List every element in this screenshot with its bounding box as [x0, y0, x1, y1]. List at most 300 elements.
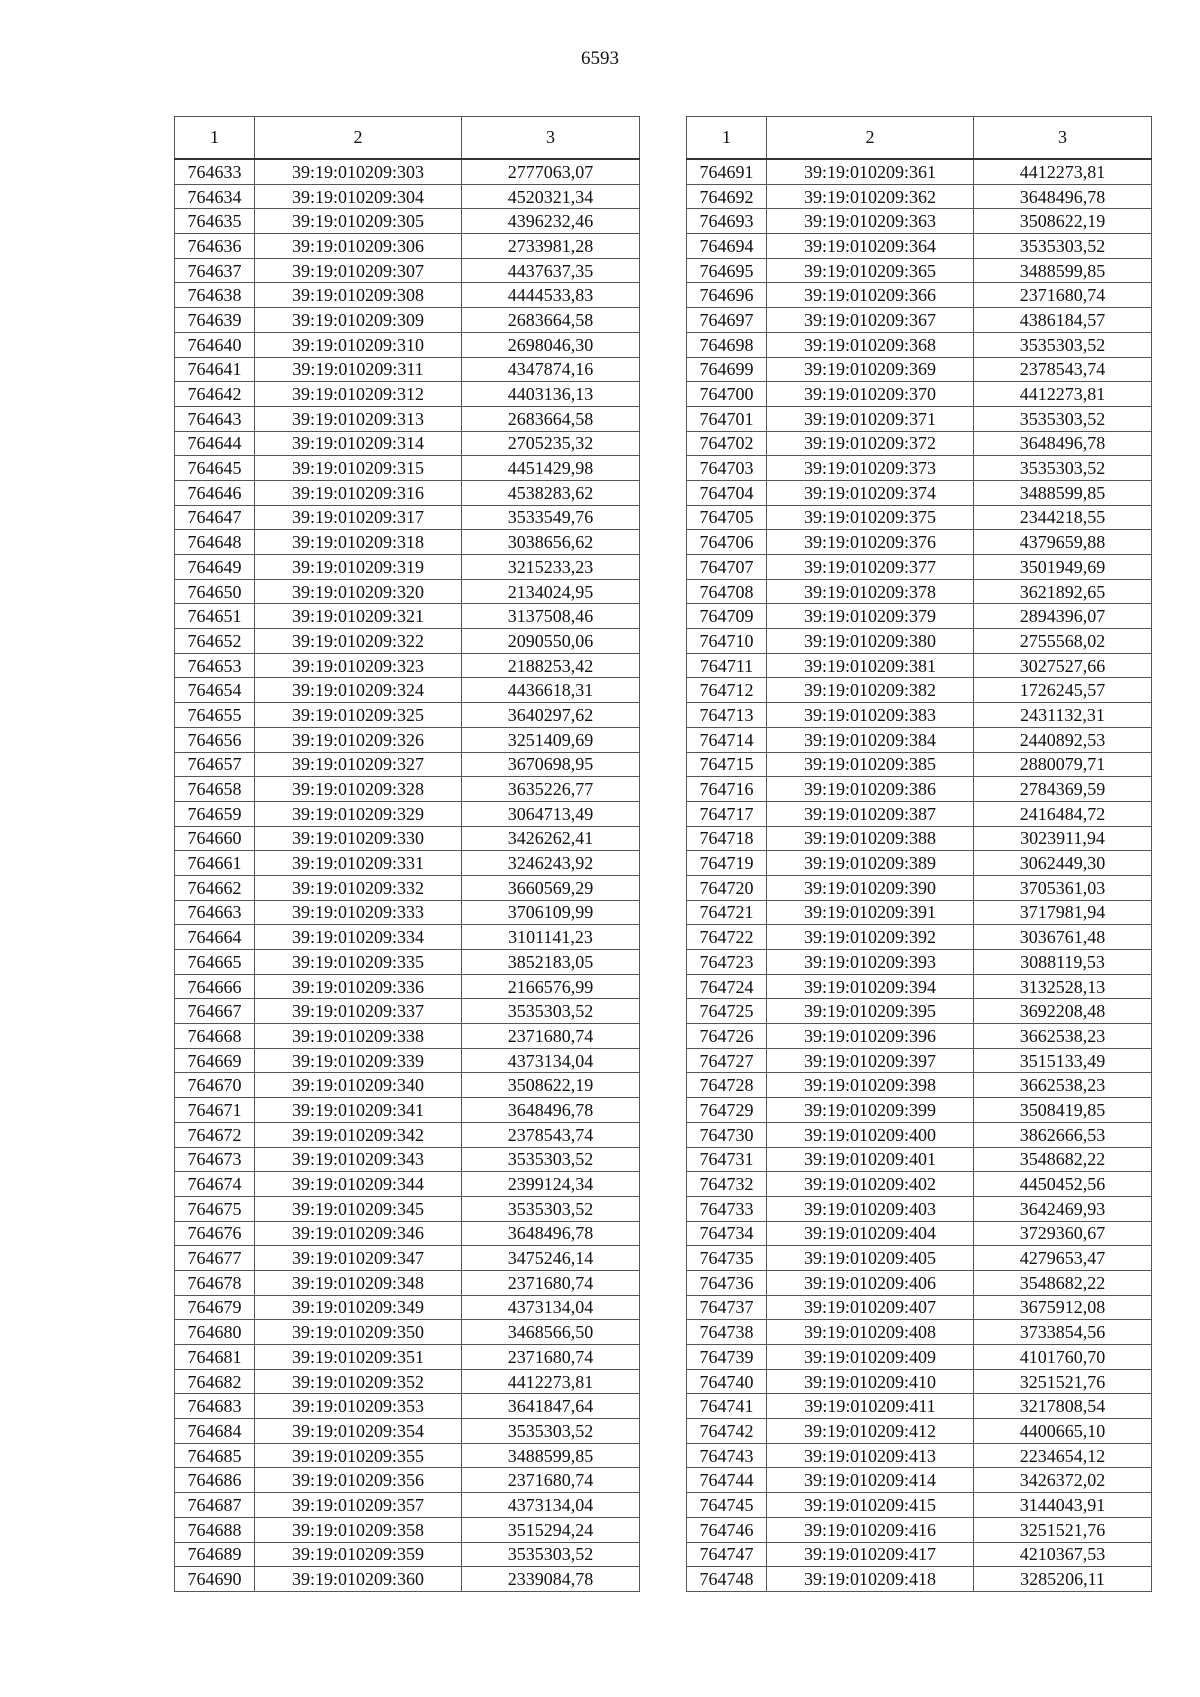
table-row: [687, 209, 1152, 234]
row-number-cell: 764722: [687, 925, 767, 950]
value-cell: 3023911,94: [974, 826, 1152, 851]
table-row: [687, 530, 1152, 555]
table-row: [687, 505, 1152, 530]
column-header-3: 3: [462, 117, 640, 160]
cadastral-number-cell: 39:19:010209:315: [255, 456, 462, 481]
table-row: [687, 826, 1152, 851]
cadastral-number-cell: 39:19:010209:397: [767, 1048, 974, 1073]
cadastral-number-cell: 39:19:010209:334: [255, 925, 462, 950]
table-row: [687, 1443, 1152, 1468]
row-number-cell: 764735: [687, 1246, 767, 1271]
row-number-cell: 764712: [687, 678, 767, 703]
cadastral-number-cell: 39:19:010209:382: [767, 678, 974, 703]
value-cell: 3515133,49: [974, 1048, 1152, 1073]
row-number-cell: 764720: [687, 875, 767, 900]
row-number-cell: 764656: [175, 727, 255, 752]
cadastral-number-cell: 39:19:010209:309: [255, 308, 462, 333]
table-row: [175, 1567, 640, 1592]
table-row: [175, 1172, 640, 1197]
table-row: [175, 1270, 640, 1295]
table-row: [687, 1246, 1152, 1271]
table-row: [687, 974, 1152, 999]
value-cell: 3648496,78: [462, 1221, 640, 1246]
value-cell: 2733981,28: [462, 234, 640, 259]
row-number-cell: 764685: [175, 1443, 255, 1468]
cadastral-number-cell: 39:19:010209:347: [255, 1246, 462, 1271]
table-body: [175, 159, 640, 1591]
table-row: [175, 851, 640, 876]
table-row: [175, 1517, 640, 1542]
row-number-cell: 764667: [175, 999, 255, 1024]
cadastral-number-cell: 39:19:010209:337: [255, 999, 462, 1024]
value-cell: 3641847,64: [462, 1394, 640, 1419]
value-cell: 4210367,53: [974, 1542, 1152, 1567]
cadastral-number-cell: 39:19:010209:360: [255, 1567, 462, 1592]
row-number-cell: 764690: [175, 1567, 255, 1592]
row-number-cell: 764745: [687, 1493, 767, 1518]
value-cell: 3246243,92: [462, 851, 640, 876]
row-number-cell: 764675: [175, 1196, 255, 1221]
cadastral-number-cell: 39:19:010209:415: [767, 1493, 974, 1518]
table-row: [175, 1246, 640, 1271]
table-row: [687, 1098, 1152, 1123]
row-number-cell: 764741: [687, 1394, 767, 1419]
row-number-cell: 764644: [175, 431, 255, 456]
table-row: [175, 382, 640, 407]
value-cell: 3706109,99: [462, 900, 640, 925]
row-number-cell: 764744: [687, 1468, 767, 1493]
cadastral-number-cell: 39:19:010209:305: [255, 209, 462, 234]
value-cell: 3101141,23: [462, 925, 640, 950]
cadastral-number-cell: 39:19:010209:349: [255, 1295, 462, 1320]
value-cell: 3064713,49: [462, 801, 640, 826]
table-row: [175, 555, 640, 580]
row-number-cell: 764742: [687, 1419, 767, 1444]
cadastral-number-cell: 39:19:010209:359: [255, 1542, 462, 1567]
column-header-1: 1: [175, 117, 255, 160]
table-row: [687, 555, 1152, 580]
row-number-cell: 764642: [175, 382, 255, 407]
row-number-cell: 764740: [687, 1369, 767, 1394]
value-cell: 3660569,29: [462, 875, 640, 900]
value-cell: 3508622,19: [462, 1073, 640, 1098]
column-header-2: 2: [767, 117, 974, 160]
row-number-cell: 764707: [687, 555, 767, 580]
value-cell: 3670698,95: [462, 752, 640, 777]
table-row: [175, 505, 640, 530]
row-number-cell: 764686: [175, 1468, 255, 1493]
value-cell: 3675912,08: [974, 1295, 1152, 1320]
header-row: [175, 117, 640, 160]
table-row: [687, 1147, 1152, 1172]
value-cell: 2166576,99: [462, 974, 640, 999]
row-number-cell: 764716: [687, 777, 767, 802]
cadastral-number-cell: 39:19:010209:389: [767, 851, 974, 876]
value-cell: 4538283,62: [462, 480, 640, 505]
cadastral-number-cell: 39:19:010209:303: [255, 159, 462, 184]
table-row: [687, 1172, 1152, 1197]
row-number-cell: 764676: [175, 1221, 255, 1246]
row-number-cell: 764726: [687, 1024, 767, 1049]
value-cell: 3426262,41: [462, 826, 640, 851]
table-row: [687, 1542, 1152, 1567]
value-cell: 3548682,22: [974, 1147, 1152, 1172]
cadastral-number-cell: 39:19:010209:325: [255, 703, 462, 728]
row-number-cell: 764669: [175, 1048, 255, 1073]
value-cell: 3132528,13: [974, 974, 1152, 999]
value-cell: 3535303,52: [974, 234, 1152, 259]
table-row: [687, 308, 1152, 333]
table-row: [687, 875, 1152, 900]
table-row: [175, 1147, 640, 1172]
value-cell: 2755568,02: [974, 629, 1152, 654]
value-cell: 3662538,23: [974, 1024, 1152, 1049]
cadastral-number-cell: 39:19:010209:339: [255, 1048, 462, 1073]
table-row: [687, 579, 1152, 604]
table-row: [175, 1468, 640, 1493]
value-cell: 2705235,32: [462, 431, 640, 456]
table-row: [175, 900, 640, 925]
row-number-cell: 764670: [175, 1073, 255, 1098]
value-cell: 3475246,14: [462, 1246, 640, 1271]
value-cell: 3535303,52: [974, 456, 1152, 481]
table-row: [687, 801, 1152, 826]
cadastral-number-cell: 39:19:010209:417: [767, 1542, 974, 1567]
table-row: [687, 777, 1152, 802]
row-number-cell: 764711: [687, 653, 767, 678]
row-number-cell: 764650: [175, 579, 255, 604]
value-cell: 3251521,76: [974, 1517, 1152, 1542]
cadastral-number-cell: 39:19:010209:326: [255, 727, 462, 752]
row-number-cell: 764727: [687, 1048, 767, 1073]
table-row: [687, 1345, 1152, 1370]
table-body: [687, 159, 1152, 1591]
cadastral-number-cell: 39:19:010209:340: [255, 1073, 462, 1098]
row-number-cell: 764674: [175, 1172, 255, 1197]
row-number-cell: 764646: [175, 480, 255, 505]
table-row: [175, 283, 640, 308]
row-number-cell: 764660: [175, 826, 255, 851]
row-number-cell: 764681: [175, 1345, 255, 1370]
cadastral-number-cell: 39:19:010209:367: [767, 308, 974, 333]
row-number-cell: 764702: [687, 431, 767, 456]
row-number-cell: 764721: [687, 900, 767, 925]
table-row: [687, 1048, 1152, 1073]
value-cell: 3729360,67: [974, 1221, 1152, 1246]
row-number-cell: 764638: [175, 283, 255, 308]
value-cell: 3717981,94: [974, 900, 1152, 925]
cadastral-number-cell: 39:19:010209:370: [767, 382, 974, 407]
table-row: [175, 777, 640, 802]
row-number-cell: 764684: [175, 1419, 255, 1444]
cadastral-number-cell: 39:19:010209:387: [767, 801, 974, 826]
table-row: [687, 752, 1152, 777]
table-row: [687, 851, 1152, 876]
table-row: [687, 1024, 1152, 1049]
cadastral-number-cell: 39:19:010209:331: [255, 851, 462, 876]
value-cell: 2880079,71: [974, 752, 1152, 777]
table-row: [175, 925, 640, 950]
row-number-cell: 764733: [687, 1196, 767, 1221]
cadastral-number-cell: 39:19:010209:401: [767, 1147, 974, 1172]
cadastral-number-cell: 39:19:010209:318: [255, 530, 462, 555]
cadastral-number-cell: 39:19:010209:306: [255, 234, 462, 259]
cadastral-number-cell: 39:19:010209:342: [255, 1122, 462, 1147]
cadastral-number-cell: 39:19:010209:353: [255, 1394, 462, 1419]
row-number-cell: 764724: [687, 974, 767, 999]
column-header-3: 3: [974, 117, 1152, 160]
cadastral-number-cell: 39:19:010209:328: [255, 777, 462, 802]
cadastral-number-cell: 39:19:010209:324: [255, 678, 462, 703]
cadastral-number-cell: 39:19:010209:390: [767, 875, 974, 900]
row-number-cell: 764668: [175, 1024, 255, 1049]
cadastral-number-cell: 39:19:010209:388: [767, 826, 974, 851]
table-row: [175, 1295, 640, 1320]
row-number-cell: 764693: [687, 209, 767, 234]
table-row: [175, 1369, 640, 1394]
row-number-cell: 764653: [175, 653, 255, 678]
value-cell: 2234654,12: [974, 1443, 1152, 1468]
value-cell: 3426372,02: [974, 1468, 1152, 1493]
table-row: [175, 234, 640, 259]
table-row: [175, 1443, 640, 1468]
cadastral-number-cell: 39:19:010209:411: [767, 1394, 974, 1419]
row-number-cell: 764746: [687, 1517, 767, 1542]
value-cell: 4373134,04: [462, 1295, 640, 1320]
cadastral-number-cell: 39:19:010209:413: [767, 1443, 974, 1468]
table-row: [175, 184, 640, 209]
row-number-cell: 764648: [175, 530, 255, 555]
table-row: [175, 579, 640, 604]
value-cell: 3515294,24: [462, 1517, 640, 1542]
value-cell: 4403136,13: [462, 382, 640, 407]
value-cell: 2188253,42: [462, 653, 640, 678]
page-number: 6593: [581, 48, 619, 69]
table-row: [175, 258, 640, 283]
table-row: [687, 678, 1152, 703]
cadastral-number-cell: 39:19:010209:384: [767, 727, 974, 752]
table-row: [175, 604, 640, 629]
row-number-cell: 764640: [175, 332, 255, 357]
table-row: [175, 826, 640, 851]
cadastral-number-cell: 39:19:010209:410: [767, 1369, 974, 1394]
row-number-cell: 764704: [687, 480, 767, 505]
table-row: [687, 480, 1152, 505]
cadastral-number-cell: 39:19:010209:316: [255, 480, 462, 505]
value-cell: 2344218,55: [974, 505, 1152, 530]
cadastral-number-cell: 39:19:010209:313: [255, 406, 462, 431]
cadastral-number-cell: 39:19:010209:321: [255, 604, 462, 629]
cadastral-number-cell: 39:19:010209:395: [767, 999, 974, 1024]
value-cell: 3508419,85: [974, 1098, 1152, 1123]
table-row: [687, 1270, 1152, 1295]
cadastral-number-cell: 39:19:010209:394: [767, 974, 974, 999]
row-number-cell: 764649: [175, 555, 255, 580]
table-row: [175, 1024, 640, 1049]
value-cell: 2440892,53: [974, 727, 1152, 752]
row-number-cell: 764734: [687, 1221, 767, 1246]
row-number-cell: 764725: [687, 999, 767, 1024]
value-cell: 3488599,85: [974, 258, 1152, 283]
table-row: [687, 1073, 1152, 1098]
row-number-cell: 764634: [175, 184, 255, 209]
table-row: [175, 308, 640, 333]
row-number-cell: 764715: [687, 752, 767, 777]
cadastral-number-cell: 39:19:010209:368: [767, 332, 974, 357]
cadastral-number-cell: 39:19:010209:348: [255, 1270, 462, 1295]
cadastral-number-cell: 39:19:010209:361: [767, 159, 974, 184]
row-number-cell: 764743: [687, 1443, 767, 1468]
cadastral-number-cell: 39:19:010209:404: [767, 1221, 974, 1246]
table-row: [175, 801, 640, 826]
cadastral-number-cell: 39:19:010209:366: [767, 283, 974, 308]
table-row: [687, 604, 1152, 629]
cadastral-number-cell: 39:19:010209:351: [255, 1345, 462, 1370]
table-row: [687, 1221, 1152, 1246]
table-row: [175, 406, 640, 431]
row-number-cell: 764647: [175, 505, 255, 530]
row-number-cell: 764671: [175, 1098, 255, 1123]
cadastral-number-cell: 39:19:010209:363: [767, 209, 974, 234]
row-number-cell: 764728: [687, 1073, 767, 1098]
value-cell: 3088119,53: [974, 950, 1152, 975]
cadastral-number-cell: 39:19:010209:392: [767, 925, 974, 950]
value-cell: 3468566,50: [462, 1320, 640, 1345]
table-row: [175, 1098, 640, 1123]
table-row: [687, 283, 1152, 308]
value-cell: 3285206,11: [974, 1567, 1152, 1592]
table-row: [687, 1295, 1152, 1320]
cadastral-number-cell: 39:19:010209:323: [255, 653, 462, 678]
cadastral-number-cell: 39:19:010209:391: [767, 900, 974, 925]
row-number-cell: 764635: [175, 209, 255, 234]
table-row: [687, 999, 1152, 1024]
table-row: [687, 653, 1152, 678]
table-row: [687, 1493, 1152, 1518]
cadastral-number-cell: 39:19:010209:319: [255, 555, 462, 580]
value-cell: 3640297,62: [462, 703, 640, 728]
cadastral-number-cell: 39:19:010209:396: [767, 1024, 974, 1049]
table-row: [175, 999, 640, 1024]
table-row: [175, 1073, 640, 1098]
value-cell: 3621892,65: [974, 579, 1152, 604]
cadastral-number-cell: 39:19:010209:336: [255, 974, 462, 999]
value-cell: 3501949,69: [974, 555, 1152, 580]
table-row: [687, 406, 1152, 431]
table-row: [687, 1196, 1152, 1221]
value-cell: 3535303,52: [462, 999, 640, 1024]
row-number-cell: 764695: [687, 258, 767, 283]
value-cell: 2339084,78: [462, 1567, 640, 1592]
cadastral-number-cell: 39:19:010209:310: [255, 332, 462, 357]
value-cell: 2698046,30: [462, 332, 640, 357]
cadastral-number-cell: 39:19:010209:330: [255, 826, 462, 851]
row-number-cell: 764677: [175, 1246, 255, 1271]
cadastral-number-cell: 39:19:010209:338: [255, 1024, 462, 1049]
table-row: [687, 234, 1152, 259]
value-cell: 3508622,19: [974, 209, 1152, 234]
row-number-cell: 764737: [687, 1295, 767, 1320]
value-cell: 3648496,78: [974, 184, 1152, 209]
value-cell: 3535303,52: [462, 1196, 640, 1221]
row-number-cell: 764705: [687, 505, 767, 530]
row-number-cell: 764698: [687, 332, 767, 357]
row-number-cell: 764672: [175, 1122, 255, 1147]
value-cell: 3027527,66: [974, 653, 1152, 678]
cadastral-number-cell: 39:19:010209:416: [767, 1517, 974, 1542]
row-number-cell: 764663: [175, 900, 255, 925]
row-number-cell: 764662: [175, 875, 255, 900]
row-number-cell: 764645: [175, 456, 255, 481]
table-row: [175, 653, 640, 678]
row-number-cell: 764738: [687, 1320, 767, 1345]
value-cell: 2784369,59: [974, 777, 1152, 802]
value-cell: 3548682,22: [974, 1270, 1152, 1295]
row-number-cell: 764709: [687, 604, 767, 629]
row-number-cell: 764691: [687, 159, 767, 184]
value-cell: 2416484,72: [974, 801, 1152, 826]
value-cell: 3217808,54: [974, 1394, 1152, 1419]
value-cell: 3535303,52: [974, 406, 1152, 431]
row-number-cell: 764639: [175, 308, 255, 333]
cadastral-number-cell: 39:19:010209:376: [767, 530, 974, 555]
table-row: [175, 480, 640, 505]
cadastral-number-cell: 39:19:010209:346: [255, 1221, 462, 1246]
row-number-cell: 764665: [175, 950, 255, 975]
cadastral-number-cell: 39:19:010209:317: [255, 505, 462, 530]
table-row: [175, 875, 640, 900]
table-row: [687, 1468, 1152, 1493]
table-row: [687, 1369, 1152, 1394]
table-row: [175, 678, 640, 703]
value-cell: 3733854,56: [974, 1320, 1152, 1345]
value-cell: 2777063,07: [462, 159, 640, 184]
table-row: [687, 703, 1152, 728]
cadastral-number-cell: 39:19:010209:307: [255, 258, 462, 283]
value-cell: 4450452,56: [974, 1172, 1152, 1197]
cadastral-number-cell: 39:19:010209:418: [767, 1567, 974, 1592]
cadastral-number-cell: 39:19:010209:383: [767, 703, 974, 728]
table-row: [175, 974, 640, 999]
value-cell: 2371680,74: [462, 1468, 640, 1493]
table-row: [687, 1517, 1152, 1542]
cadastral-number-cell: 39:19:010209:373: [767, 456, 974, 481]
table-row: [175, 332, 640, 357]
table-row: [687, 159, 1152, 184]
table-row: [175, 1542, 640, 1567]
value-cell: 2894396,07: [974, 604, 1152, 629]
cadastral-number-cell: 39:19:010209:308: [255, 283, 462, 308]
row-number-cell: 764732: [687, 1172, 767, 1197]
cadastral-number-cell: 39:19:010209:412: [767, 1419, 974, 1444]
table-row: [175, 1419, 640, 1444]
value-cell: 3642469,93: [974, 1196, 1152, 1221]
cadastral-number-cell: 39:19:010209:358: [255, 1517, 462, 1542]
cadastral-number-cell: 39:19:010209:355: [255, 1443, 462, 1468]
row-number-cell: 764697: [687, 308, 767, 333]
table-row: [687, 1394, 1152, 1419]
value-cell: 2371680,74: [462, 1270, 640, 1295]
cadastral-number-cell: 39:19:010209:332: [255, 875, 462, 900]
row-number-cell: 764696: [687, 283, 767, 308]
value-cell: 2683664,58: [462, 406, 640, 431]
table-row: [175, 209, 640, 234]
cadastral-number-cell: 39:19:010209:374: [767, 480, 974, 505]
row-number-cell: 764701: [687, 406, 767, 431]
table-row: [687, 629, 1152, 654]
table-row: [687, 727, 1152, 752]
table-row: [175, 703, 640, 728]
